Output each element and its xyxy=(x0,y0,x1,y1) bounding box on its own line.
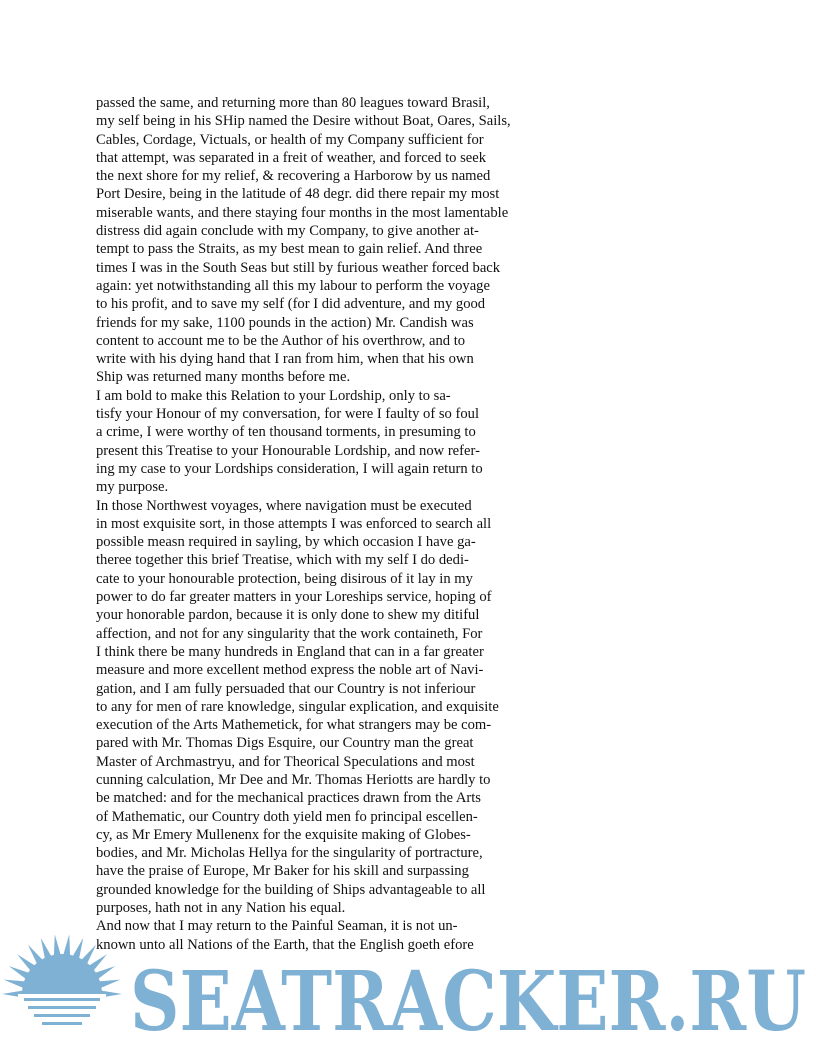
text-line: Cables, Cordage, Victuals, or health of my Company sufficient for xyxy=(96,131,484,148)
text-line: content to account me to be the Author of his overthrow, and to xyxy=(96,332,466,349)
text-line: the next shore for my relief, & recovering a Harborow by us named xyxy=(96,168,491,185)
text-line: cy, as Mr Emery Mullenenx for the exquisite making of Globes- xyxy=(96,826,471,843)
text-line: theree together this brief Treatise, which with my self I do dedi- xyxy=(96,552,469,569)
text-line: miserable wants, and there staying four months in the most lamentable xyxy=(96,204,509,221)
text-line: again: yet notwithstanding all this my labour to perform the voyage xyxy=(96,277,490,294)
text-line: write with his dying hand that I ran from him, when that his own xyxy=(96,351,474,368)
text-line: measure and more excellent method express the noble art of Navi- xyxy=(96,662,484,679)
text-line: friends for my sake, 1100 pounds in the action) Mr. Candish was xyxy=(96,314,474,331)
text-line: that attempt, was separated in a freit of weather, and forced to seek xyxy=(96,149,487,166)
sea-wave xyxy=(42,1022,82,1025)
text-line: my self being in his SHip named the Desire without Boat, Oares, Sails, xyxy=(96,113,511,130)
sea-wave xyxy=(24,998,100,1001)
sun-ray xyxy=(17,954,38,973)
text-line: passed the same, and returning more than 80 leagues toward Brasil, xyxy=(96,95,490,111)
text-line: ing my case to your Lordships consideration, I will again return to xyxy=(96,460,483,477)
text-line: I think there be many hundreds in England that can in a far greater xyxy=(96,643,484,660)
text-line: known unto all Nations of the Earth, that the English goeth efore xyxy=(96,936,474,953)
sun-ray xyxy=(54,934,62,959)
sun-ray xyxy=(2,990,26,998)
sea-wave xyxy=(34,1014,90,1017)
text-line: In those Northwest voyages, where navigation must be executed xyxy=(96,497,472,514)
text-line: pared with Mr. Thomas Digs Esquire, our Country man the great xyxy=(96,735,474,752)
text-line: affection, and not for any singularity that the work containeth, For xyxy=(96,625,483,642)
text-line: a crime, I were worthy of ten thousand torments, in presuming to xyxy=(96,424,476,441)
sun-ray xyxy=(9,966,32,981)
text-line: times I was in the South Seas but still by furious weather forced back xyxy=(96,259,501,276)
sun-ray xyxy=(28,945,45,967)
sun-ray xyxy=(98,990,122,998)
text-line: cunning calculation, Mr Dee and Mr. Thomas Heriotts are hardly to xyxy=(96,771,491,788)
text-line: be matched: and for the mechanical practices drawn from the Arts xyxy=(96,790,481,807)
sun-ray xyxy=(96,980,120,990)
sun-ray xyxy=(79,945,96,967)
text-line: bodies, and Mr. Micholas Hellya for the singularity of portracture, xyxy=(96,845,483,862)
sea-band xyxy=(18,994,106,1038)
text-line: cate to your honourable protection, being disirous of it lay in my xyxy=(96,570,473,587)
text-line: I am bold to make this Relation to your Lordship, only to sa- xyxy=(96,387,451,404)
text-line: to his profit, and to save my self (for I did adventure, and my good xyxy=(96,296,486,313)
text-line: gation, and I am fully persuaded that our Country is not inferiour xyxy=(96,680,476,697)
text-line: to any for men of rare knowledge, singular explication, and exquisite xyxy=(96,698,499,715)
text-line: in most exquisite sort, in those attempts I was enforced to search all xyxy=(96,515,492,532)
text-line: Ship was returned many months before me. xyxy=(96,369,351,386)
sun-ray xyxy=(4,980,28,990)
text-line: your honorable pardon, because it is only done to shew my ditiful xyxy=(96,607,480,624)
text-line: have the praise of Europe, Mr Baker for his skill and surpassing xyxy=(96,863,469,880)
sea-wave xyxy=(28,1006,96,1009)
text-line: grounded knowledge for the building of Ships advantageable to all xyxy=(96,881,486,898)
text-line: of Mathematic, our Country doth yield men fo principal escellen- xyxy=(96,808,478,825)
sun-ray xyxy=(62,934,70,959)
body-text xyxy=(96,94,566,954)
text-line: Master of Archmastryu, and for Theorical Speculations and most xyxy=(96,753,475,770)
text-line: And now that I may return to the Painful Seaman, it is not un- xyxy=(96,918,458,935)
text-line: tempt to pass the Straits, as my best mean to gain relief. And three xyxy=(96,241,483,258)
text-line: Port Desire, being in the latitude of 48 degr. did there repair my most xyxy=(96,186,500,203)
text-line: purposes, hath not in any Nation his equal. xyxy=(96,900,346,917)
text-line: my purpose. xyxy=(96,479,169,496)
text-line: possible measn required in sayling, by which occasion I have ga- xyxy=(96,534,476,551)
sun-disc xyxy=(22,954,102,1034)
sun-ray xyxy=(41,938,53,962)
text-line: distress did again conclude with my Company, to give another at- xyxy=(96,223,479,240)
text-line: execution of the Arts Mathemetick, for what strangers may be com- xyxy=(96,717,492,734)
sun-ray xyxy=(92,966,115,981)
watermark-text: SEATRACKER.RU xyxy=(130,954,806,1050)
sun-ray xyxy=(71,938,83,962)
text-line: present this Treatise to your Honourable Lordship, and now refer- xyxy=(96,442,480,459)
text-line: power to do far greater matters in your Loreships service, hoping of xyxy=(96,589,492,606)
sun-ray xyxy=(86,954,107,973)
text-line: tisfy your Honour of my conversation, for were I faulty of so foul xyxy=(96,406,479,423)
